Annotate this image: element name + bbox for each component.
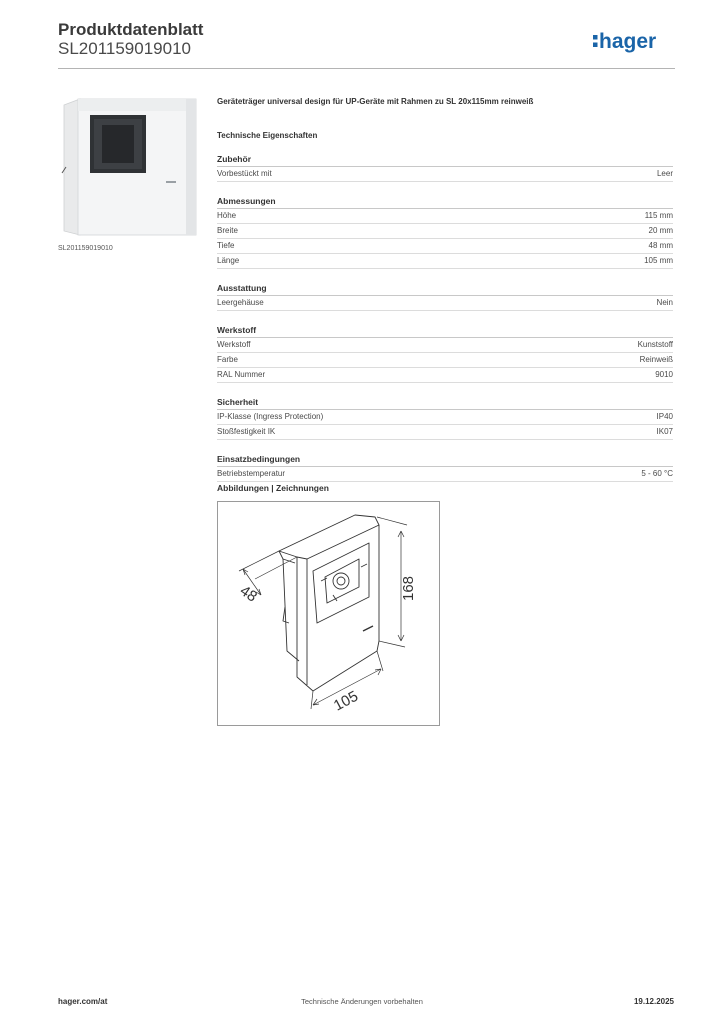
section-title: Ausstattung (217, 281, 673, 296)
footer-date: 19.12.2025 (633, 997, 674, 1006)
property-label: Breite (217, 226, 238, 235)
property-value: Leer (656, 169, 673, 178)
property-value: 105 mm (644, 256, 673, 265)
section-title: Sicherheit (217, 395, 673, 410)
property-value: 9010 (655, 370, 673, 379)
property-label: Leergehäuse (217, 298, 264, 307)
dimension-label-height: 168 (400, 575, 417, 601)
property-row (217, 353, 673, 368)
property-row (217, 254, 673, 269)
section-abmessungen (217, 194, 673, 269)
property-label: Werkstoff (217, 340, 251, 349)
property-row (217, 467, 673, 482)
product-photo (58, 95, 201, 240)
page-title: Produktdatenblatt (58, 20, 204, 39)
product-description: Geräteträger universal design für UP-Geräte mit Rahmen zu SL 20x115mm reinweiß (217, 97, 534, 106)
properties-table (217, 152, 673, 494)
property-label: Betriebstemperatur (217, 469, 286, 478)
property-row (217, 167, 673, 182)
property-value: 115 mm (644, 211, 673, 220)
svg-text:hager: hager (599, 30, 657, 53)
property-value: 20 mm (648, 226, 673, 235)
hager-logo (593, 26, 675, 56)
section-werkstoff (217, 323, 673, 383)
property-label: Höhe (217, 211, 237, 220)
figures-heading: Abbildungen | Zeichnungen (217, 483, 329, 493)
footer-website: hager.com/at (58, 997, 108, 1006)
section-einsatzbedingungen (217, 452, 673, 482)
technical-heading: Technische Eigenschaften (217, 131, 318, 140)
section-ausstattung (217, 281, 673, 311)
dimension-label-length: 105 (330, 687, 361, 715)
dimension-drawing (217, 501, 440, 726)
article-number: SL201159019010 (58, 39, 191, 58)
section-title: Zubehör (217, 152, 673, 167)
property-row (217, 209, 673, 224)
section-sicherheit (217, 395, 673, 440)
property-value: Reinweiß (639, 355, 673, 364)
property-label: Länge (217, 256, 240, 265)
property-label: Stoßfestigkeit IK (217, 427, 276, 436)
footer-notice: Technische Änderungen vorbehalten (301, 997, 423, 1006)
property-value: IK07 (656, 427, 673, 436)
property-label: Tiefe (217, 241, 235, 250)
header-divider (58, 68, 675, 69)
property-value: Kunststoff (637, 340, 673, 349)
property-row (217, 224, 673, 239)
property-label: Vorbestückt mit (217, 169, 272, 178)
property-row (217, 239, 673, 254)
property-label: RAL Nummer (217, 370, 266, 379)
property-value: 5 - 60 °C (641, 469, 673, 478)
property-label: IP-Klasse (Ingress Protection) (217, 412, 324, 421)
section-zubehoer (217, 152, 673, 182)
photo-caption: SL201159019010 (58, 245, 113, 252)
property-value: 48 mm (648, 241, 673, 250)
dimension-label-depth: 48 (236, 582, 261, 606)
property-row (217, 368, 673, 383)
property-row (217, 296, 673, 311)
property-row (217, 410, 673, 425)
property-value: IP40 (656, 412, 673, 421)
section-title: Einsatzbedingungen (217, 452, 673, 467)
property-label: Farbe (217, 355, 238, 364)
section-title: Werkstoff (217, 323, 673, 338)
section-title: Abmessungen (217, 194, 673, 209)
property-value: Nein (656, 298, 673, 307)
property-row (217, 425, 673, 440)
property-row (217, 338, 673, 353)
